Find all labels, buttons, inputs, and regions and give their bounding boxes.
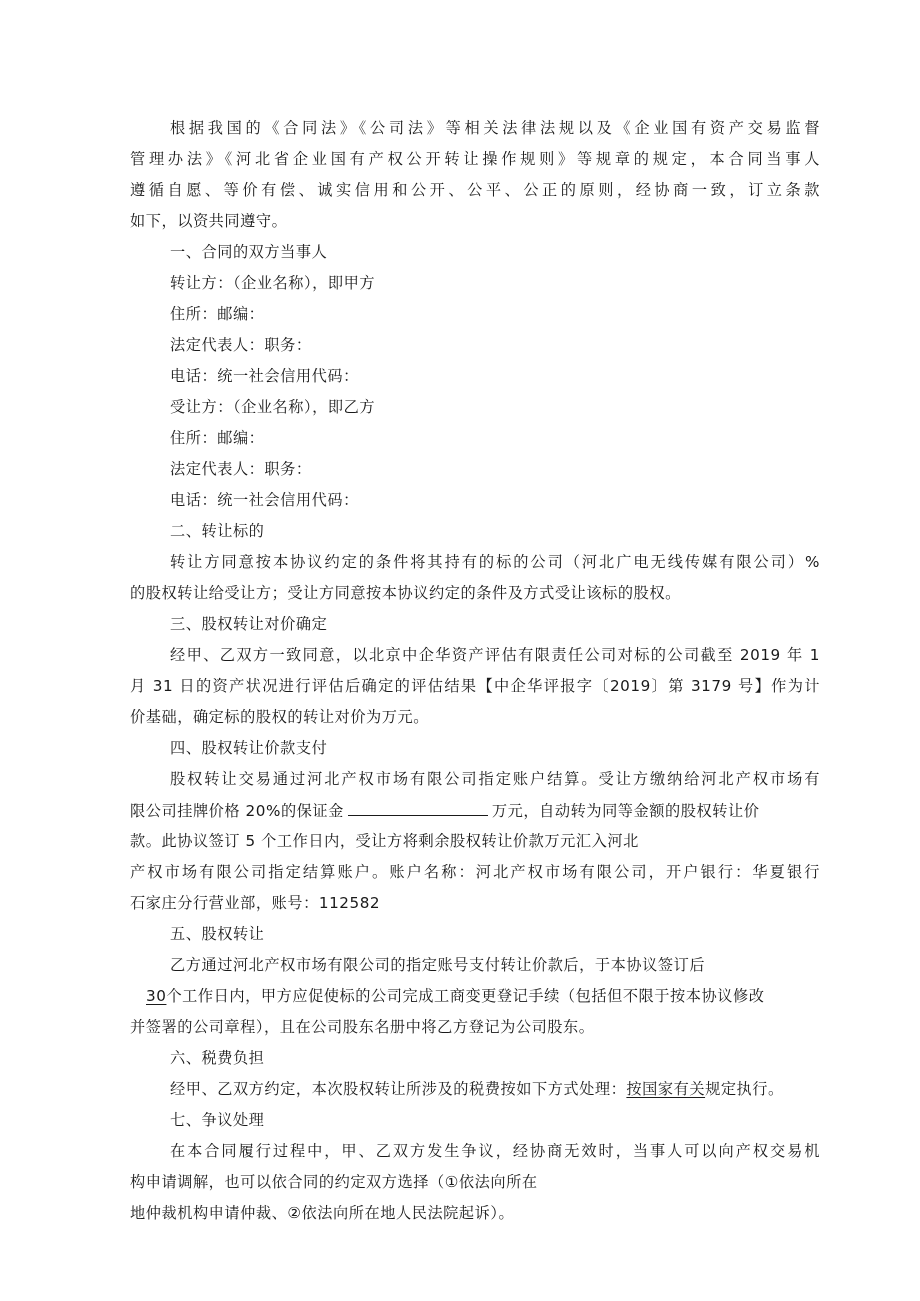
transferee-phone-line: 电话：统一社会信用代码： xyxy=(170,491,359,509)
intro-line-1: 根据我国的《合同法》《公司法》等相关法律法规以及《企业国有资产交易监督 xyxy=(170,119,820,137)
deposit-amount-blank xyxy=(348,800,488,816)
section-6-heading: 六、税费负担 xyxy=(170,1049,265,1067)
section-3-line-2: 月 31 日的资产状况进行评估后确定的评估结果【中企华评报字〔2019〕第 3179 号】作为计 xyxy=(130,677,820,695)
transferee-rep-line: 法定代表人：职务： xyxy=(170,460,312,478)
transferee-line: 受让方：（企业名称），即乙方 xyxy=(170,398,376,416)
intro-line-2: 管理办法》《河北省企业国有产权公开转让操作规则》等规章的规定，本合同当事人 xyxy=(130,150,820,168)
intro-line-3: 遵循自愿、等价有偿、诚实信用和公开、公平、公正的原则，经协商一致，订立条款 xyxy=(130,181,820,199)
section-7-line-1: 在本合同履行过程中，甲、乙双方发生争议，经协商无效时，当事人可以向产权交易机 xyxy=(170,1142,820,1160)
transferor-address-line: 住所：邮编： xyxy=(170,305,265,323)
section-1-heading: 一、合同的双方当事人 xyxy=(170,243,328,261)
transferor-phone-line: 电话：统一社会信用代码： xyxy=(170,367,359,385)
transferor-rep-line: 法定代表人：职务： xyxy=(170,336,312,354)
deposit-text: 限公司挂牌价格 20%的保证金 xyxy=(130,802,344,820)
section-6-line-1 xyxy=(170,1079,820,1099)
section-7-heading: 七、争议处理 xyxy=(170,1111,265,1129)
tax-method-underlined: 按国家有关 xyxy=(626,1080,706,1098)
section-5-line-1: 乙方通过河北产权市场有限公司的指定账号支付转让价款后，于本协议签订后 xyxy=(170,956,706,974)
section-5-line-2 xyxy=(146,986,820,1006)
section-7-line-3: 地仲裁机构申请仲裁、②依法向所在地人民法院起诉）。 xyxy=(130,1204,515,1222)
tax-text: 经甲、乙双方约定，本次股权转让所涉及的税费按如下方式处理： xyxy=(170,1080,627,1098)
section-3-line-1: 经甲、乙双方一致同意，以北京中企华资产评估有限责任公司对标的公司截至 2019 年 1 xyxy=(170,646,820,664)
section-4-line-5: 石家庄分行营业部，账号：112582 xyxy=(130,894,381,912)
section-2-line-1: 转让方同意按本协议约定的条件将其持有的标的公司（河北广电无线传媒有限公司）% xyxy=(170,553,820,571)
section-3-heading: 三、股权转让对价确定 xyxy=(170,615,328,633)
section-4-line-1: 股权转让交易通过河北产权市场有限公司指定账户结算。受让方缴纳给河北产权市场有 xyxy=(170,770,820,788)
section-4-line-4: 产权市场有限公司指定结算账户。账户名称：河北产权市场有限公司，开户银行：华夏银行 xyxy=(130,863,820,881)
section-5-line-3: 并签署的公司章程），且在公司股东名册中将乙方登记为公司股东。 xyxy=(130,1018,595,1036)
transferor-line: 转让方：（企业名称），即甲方 xyxy=(170,274,376,292)
section-4-line-3: 款。此协议签订 5 个工作日内，受让方将剩余股权转让价款万元汇入河北 xyxy=(130,832,639,850)
section-2-heading: 二、转让标的 xyxy=(170,522,265,540)
tax-text-end: 规定执行。 xyxy=(705,1080,784,1098)
section-3-line-3: 价基础，确定标的股权的转让对价为万元。 xyxy=(130,708,430,726)
section-5-line-2-text: 个工作日内，甲方应促使标的公司完成工商变更登记手续（包括但不限于按本协议修改 xyxy=(166,987,765,1005)
deposit-text-rest: 万元，自动转为同等金额的股权转让价 xyxy=(491,802,760,820)
section-4-heading: 四、股权转让价款支付 xyxy=(170,739,328,757)
section-2-line-2: 的股权转让给受让方；受让方同意按本协议约定的条件及方式受让该标的股权。 xyxy=(130,584,681,602)
transferee-address-line: 住所：邮编： xyxy=(170,429,265,447)
section-4-line-2 xyxy=(130,800,820,821)
section-7-line-2: 构申请调解，也可以依合同的约定双方选择（①依法向所在 xyxy=(130,1173,538,1191)
section-5-heading: 五、股权转让 xyxy=(170,925,265,943)
working-days-number: 30 xyxy=(146,987,167,1005)
intro-line-4: 如下，以资共同遵守。 xyxy=(130,212,288,230)
